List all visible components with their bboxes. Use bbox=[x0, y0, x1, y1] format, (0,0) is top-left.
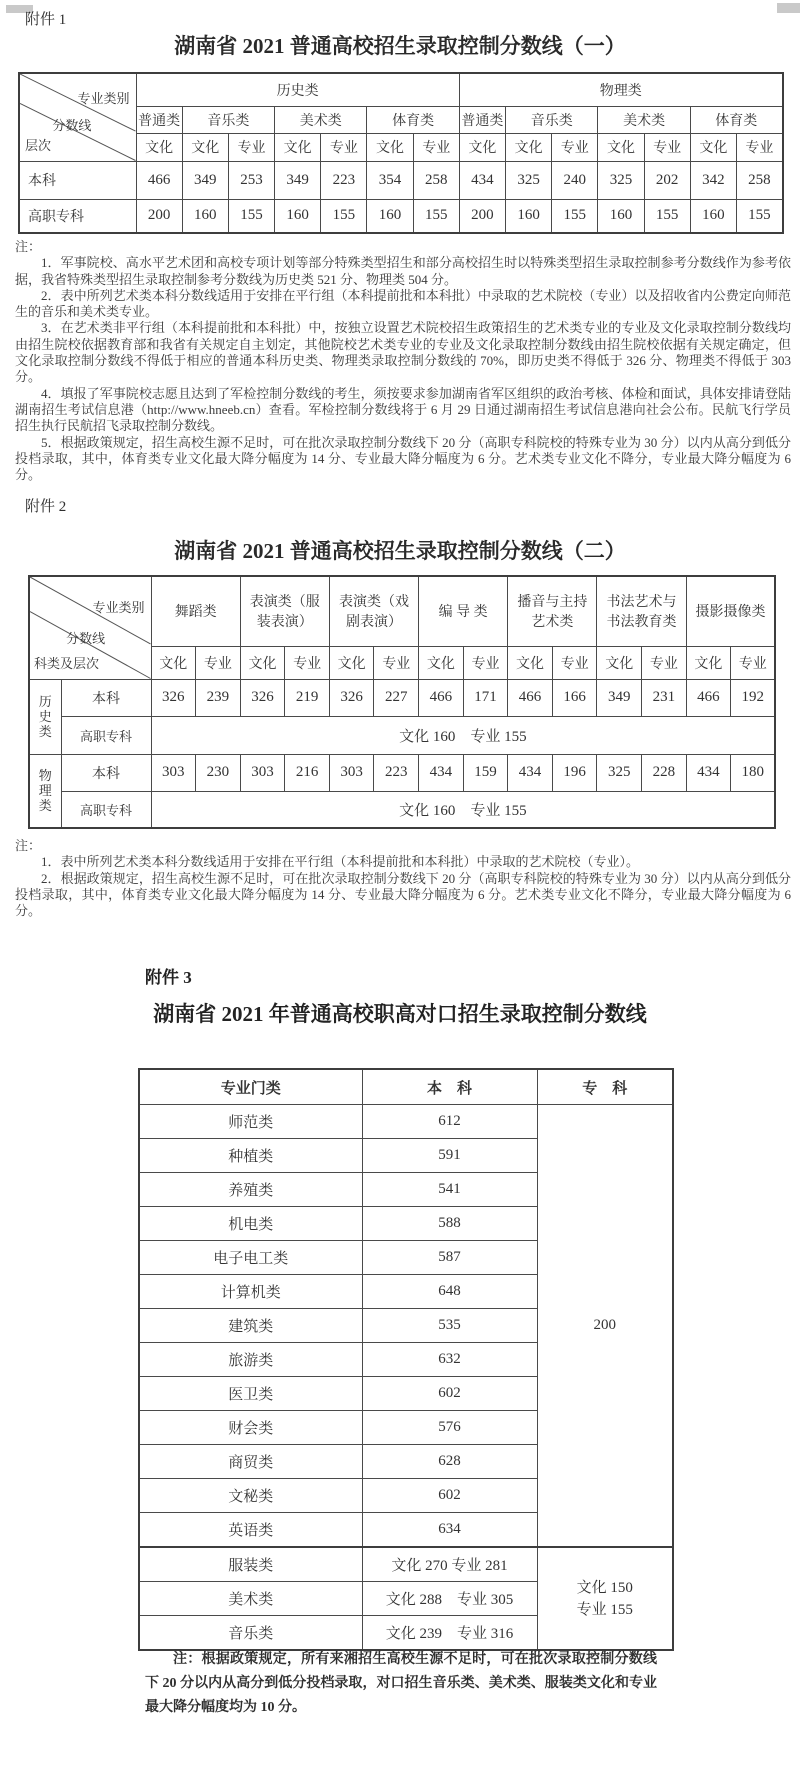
row-label: 本科 bbox=[61, 754, 151, 791]
score-cell: 303 bbox=[151, 754, 196, 791]
category-header: 摄影摄像类 bbox=[686, 576, 775, 646]
score-cell: 591 bbox=[362, 1139, 537, 1173]
score-cell: 180 bbox=[731, 754, 776, 791]
subject-header: 文化 bbox=[598, 133, 644, 161]
score-cell: 434 bbox=[686, 754, 731, 791]
score-cell: 258 bbox=[736, 161, 782, 199]
note-item: 注：根据政策规定，所有来湘招生高校生源不足时，可在批次录取控制分数线下 20 分以内从高分到低分投档录取，对口招生音乐类、美术类、服装类文化和专业最大降分幅度均为 10 分。 bbox=[145, 1652, 657, 1715]
col-header-zhuanke: 专 科 bbox=[537, 1069, 673, 1105]
score-cell: 239 bbox=[196, 679, 241, 716]
category-cell: 养殖类 bbox=[139, 1173, 362, 1207]
subject-header: 文化 bbox=[686, 646, 731, 679]
category-header: 普通类 bbox=[136, 106, 182, 133]
attachment2-label: 附件 2 bbox=[25, 499, 67, 515]
subject-header: 专业 bbox=[321, 133, 367, 161]
score-cell: 648 bbox=[362, 1275, 537, 1309]
subject-group-label: 历史类 bbox=[29, 679, 61, 754]
category-header: 体育类 bbox=[690, 106, 782, 133]
subject-header: 文化 bbox=[329, 646, 374, 679]
score-table-2 bbox=[28, 575, 776, 829]
score-cell: 171 bbox=[463, 679, 508, 716]
subject-header: 文化 bbox=[690, 133, 736, 161]
score-cell: 223 bbox=[321, 161, 367, 199]
score-cell: 159 bbox=[463, 754, 508, 791]
score-cell: 223 bbox=[374, 754, 419, 791]
category-cell: 商贸类 bbox=[139, 1445, 362, 1479]
score-cell: 349 bbox=[597, 679, 642, 716]
score-cell: 231 bbox=[642, 679, 687, 716]
score-cell: 192 bbox=[731, 679, 776, 716]
category-header: 书法艺术与书法教育类 bbox=[597, 576, 686, 646]
note-item: 4．填报了军事院校志愿且达到了军检控制分数线的考生，须按要求参加湖南省军区组织的政治考核、体检和面试，具体安排请登陆湖南招生考试信息港（http://www.hneeb.cn）查看。军检控制分数线将于 6 月 29 日通过湖南招生考试信息港向社会公布。民航飞行学员招生执行民航招飞录取控制分数线。 bbox=[15, 385, 791, 434]
attachment2-title: 湖南省 2021 普通高校招生录取控制分数线（二） bbox=[174, 539, 626, 563]
notes-attachment2 bbox=[15, 838, 791, 919]
score-cell: 326 bbox=[240, 679, 285, 716]
score-cell: 216 bbox=[285, 754, 330, 791]
row-label: 高职专科 bbox=[19, 199, 136, 233]
category-header: 播音与主持艺术类 bbox=[508, 576, 597, 646]
score-table-3 bbox=[138, 1068, 674, 1651]
subject-header: 文化 bbox=[367, 133, 413, 161]
score-cell: 155 bbox=[321, 199, 367, 233]
corner-header-cell bbox=[19, 73, 136, 161]
scan-artifact-right bbox=[777, 3, 800, 13]
category-cell: 财会类 bbox=[139, 1411, 362, 1445]
notes-attachment1 bbox=[15, 239, 791, 483]
score-cell: 202 bbox=[644, 161, 690, 199]
subject-header: 专业 bbox=[552, 646, 597, 679]
score-cell: 325 bbox=[597, 754, 642, 791]
score-cell: 628 bbox=[362, 1445, 537, 1479]
score-cell: 634 bbox=[362, 1513, 537, 1548]
score-cell: 文化 270 专业 281 bbox=[362, 1547, 537, 1582]
score-cell: 354 bbox=[367, 161, 413, 199]
category-header: 舞蹈类 bbox=[151, 576, 240, 646]
subject-header: 专业 bbox=[374, 646, 419, 679]
score-cell: 253 bbox=[228, 161, 274, 199]
score-cell: 466 bbox=[136, 161, 182, 199]
category-header: 编 导 类 bbox=[419, 576, 508, 646]
table3-wrapper bbox=[138, 1068, 674, 1651]
notes-head: 注： bbox=[15, 838, 42, 853]
score-cell: 200 bbox=[136, 199, 182, 233]
notes-head: 注： bbox=[15, 239, 42, 254]
score-cell: 200 bbox=[459, 199, 505, 233]
category-header: 体育类 bbox=[367, 106, 459, 133]
score-cell: 160 bbox=[506, 199, 552, 233]
row-label: 高职专科 bbox=[61, 791, 151, 828]
score-cell: 349 bbox=[275, 161, 321, 199]
score-cell: 466 bbox=[419, 679, 464, 716]
group-header-history: 历史类 bbox=[136, 73, 459, 106]
subject-header: 专业 bbox=[228, 133, 274, 161]
subject-header: 专业 bbox=[644, 133, 690, 161]
score-cell: 303 bbox=[329, 754, 374, 791]
attachment3-label: 附件 3 bbox=[145, 968, 192, 987]
category-cell: 机电类 bbox=[139, 1207, 362, 1241]
col-header-benke: 本 科 bbox=[362, 1069, 537, 1105]
table2-wrapper bbox=[28, 575, 776, 829]
category-header: 美术类 bbox=[598, 106, 690, 133]
attachment1-title: 湖南省 2021 普通高校招生录取控制分数线（一） bbox=[174, 34, 626, 58]
category-cell: 建筑类 bbox=[139, 1309, 362, 1343]
note-item: 1．军事院校、高水平艺术团和高校专项计划等部分特殊类型招生和部分高校招生时以特殊类型招生录取控制参考分数线作为参考依据，我省特殊类型招生录取控制参考分数线为历史类 521 分、物理类 504 分。 bbox=[15, 255, 791, 287]
subject-header: 文化 bbox=[597, 646, 642, 679]
score-cell: 160 bbox=[367, 199, 413, 233]
corner-label-level: 科类及层次 bbox=[34, 656, 100, 672]
score-cell: 文化 288 专业 305 bbox=[362, 1582, 537, 1616]
note-item: 1．表中所列艺术类本科分数线适用于安排在平行组（本科提前批和本科批）中录取的艺术院校（专业）。 bbox=[41, 854, 640, 870]
score-cell: 434 bbox=[459, 161, 505, 199]
category-header: 美术类 bbox=[275, 106, 367, 133]
score-cell: 576 bbox=[362, 1411, 537, 1445]
subject-header: 文化 bbox=[459, 133, 505, 161]
merged-score-cell: 200 bbox=[537, 1105, 673, 1548]
category-header: 音乐类 bbox=[506, 106, 598, 133]
zhuanke-major-line: 专业 155 bbox=[576, 1601, 633, 1618]
zhuanke-culture-line: 文化 150 bbox=[576, 1579, 633, 1596]
score-cell: 303 bbox=[240, 754, 285, 791]
score-table-1 bbox=[18, 72, 784, 234]
category-cell: 旅游类 bbox=[139, 1343, 362, 1377]
score-cell: 325 bbox=[598, 161, 644, 199]
subject-header: 文化 bbox=[419, 646, 464, 679]
subject-header: 专业 bbox=[413, 133, 459, 161]
category-cell: 音乐类 bbox=[139, 1616, 362, 1651]
note-attachment3 bbox=[145, 1648, 657, 1720]
score-cell: 160 bbox=[182, 199, 228, 233]
score-cell: 228 bbox=[642, 754, 687, 791]
attachment3-title: 湖南省 2021 年普通高校职高对口招生录取控制分数线 bbox=[153, 1002, 647, 1026]
score-cell: 349 bbox=[182, 161, 228, 199]
note-item: 3．在艺术类非平行组（本科提前批和本科批）中，按独立设置艺术院校招生政策招生的艺术类专业的专业及文化录取控制分数线均由招生院校依据教育部和我省有关规定自主划定，其他院校艺术类专业的专业及文化录取控制分数线由招生院校依据有关规定确定，但文化录取控制分数线不得低于相应的普通本科历史类、物理类录取控制分数线的 70%，即历史类不得低于 326 分、物理类不得低于 303 分。 bbox=[15, 320, 791, 385]
category-cell: 医卫类 bbox=[139, 1377, 362, 1411]
score-cell: 166 bbox=[552, 679, 597, 716]
row-label: 高职专科 bbox=[61, 716, 151, 754]
corner-label-category: 专业类别 bbox=[77, 90, 130, 106]
score-cell: 文化 239 专业 316 bbox=[362, 1616, 537, 1651]
category-cell: 英语类 bbox=[139, 1513, 362, 1548]
score-cell: 155 bbox=[736, 199, 782, 233]
score-cell: 602 bbox=[362, 1377, 537, 1411]
score-cell: 541 bbox=[362, 1173, 537, 1207]
category-cell: 师范类 bbox=[139, 1105, 362, 1139]
score-cell: 326 bbox=[329, 679, 374, 716]
score-cell: 588 bbox=[362, 1207, 537, 1241]
category-cell: 文秘类 bbox=[139, 1479, 362, 1513]
row-label: 本科 bbox=[61, 679, 151, 716]
score-cell: 587 bbox=[362, 1241, 537, 1275]
subject-header: 专业 bbox=[196, 646, 241, 679]
score-cell: 227 bbox=[374, 679, 419, 716]
score-cell: 326 bbox=[151, 679, 196, 716]
group-header-physics: 物理类 bbox=[459, 73, 782, 106]
corner-label-scoreline: 分数线 bbox=[66, 630, 106, 646]
score-cell: 466 bbox=[686, 679, 731, 716]
category-cell: 计算机类 bbox=[139, 1275, 362, 1309]
score-cell: 155 bbox=[552, 199, 598, 233]
category-header: 表演类（戏剧表演） bbox=[329, 576, 418, 646]
merged-score-cell: 文化 160 专业 155 bbox=[151, 716, 775, 754]
note-item: 5．根据政策规定，招生高校生源不足时，可在批次录取控制分数线下 20 分（高职专科院校的特殊专业为 30 分）以内从高分到低分投档录取，其中，体育类专业文化最大降分幅度为 14 分、专业最大降分幅度为 6 分。艺术类专业文化不降分，专业最大降分幅度为 6 分。 bbox=[15, 434, 791, 483]
subject-header: 专业 bbox=[642, 646, 687, 679]
category-header: 表演类（服装表演） bbox=[240, 576, 329, 646]
score-cell: 342 bbox=[690, 161, 736, 199]
subject-header: 文化 bbox=[151, 646, 196, 679]
subject-header: 专业 bbox=[552, 133, 598, 161]
score-cell: 258 bbox=[413, 161, 459, 199]
corner-label-category: 专业类别 bbox=[92, 600, 145, 616]
score-cell: 602 bbox=[362, 1479, 537, 1513]
subject-header: 文化 bbox=[506, 133, 552, 161]
score-cell: 612 bbox=[362, 1105, 537, 1139]
score-cell: 535 bbox=[362, 1309, 537, 1343]
subject-header: 专业 bbox=[731, 646, 776, 679]
table1-wrapper bbox=[18, 72, 784, 234]
score-cell: 434 bbox=[419, 754, 464, 791]
subject-header: 文化 bbox=[182, 133, 228, 161]
subject-header: 专业 bbox=[736, 133, 782, 161]
score-cell: 160 bbox=[690, 199, 736, 233]
score-cell: 196 bbox=[552, 754, 597, 791]
score-cell: 219 bbox=[285, 679, 330, 716]
col-header-category: 专业门类 bbox=[139, 1069, 362, 1105]
score-cell: 160 bbox=[275, 199, 321, 233]
score-cell: 155 bbox=[228, 199, 274, 233]
category-cell: 种植类 bbox=[139, 1139, 362, 1173]
category-cell: 电子电工类 bbox=[139, 1241, 362, 1275]
score-cell: 240 bbox=[552, 161, 598, 199]
score-cell: 155 bbox=[413, 199, 459, 233]
score-cell: 160 bbox=[598, 199, 644, 233]
subject-header: 文化 bbox=[240, 646, 285, 679]
subject-group-label: 物理类 bbox=[29, 754, 61, 828]
row-label: 本科 bbox=[19, 161, 136, 199]
subject-header: 专业 bbox=[285, 646, 330, 679]
corner-label-level: 层次 bbox=[25, 137, 52, 153]
score-cell: 230 bbox=[196, 754, 241, 791]
subject-header: 文化 bbox=[275, 133, 321, 161]
subject-header: 文化 bbox=[136, 133, 182, 161]
score-cell: 466 bbox=[508, 679, 553, 716]
merged-score-cell: 文化 160 专业 155 bbox=[151, 791, 775, 828]
category-cell: 美术类 bbox=[139, 1582, 362, 1616]
score-cell: 155 bbox=[644, 199, 690, 233]
attachment1-label: 附件 1 bbox=[25, 12, 67, 28]
corner-header-cell bbox=[29, 576, 151, 679]
note-item: 2．根据政策规定，招生高校生源不足时，可在批次录取控制分数线下 20 分（高职专科院校的特殊专业为 30 分）以内从高分到低分投档录取，其中，体育类专业文化最大降分幅度为 14 分、专业最大降分幅度为 6 分。艺术类专业文化不降分，专业最大降分幅度为 6 分。 bbox=[15, 870, 791, 919]
score-cell: 325 bbox=[506, 161, 552, 199]
corner-label-scoreline: 分数线 bbox=[52, 117, 92, 133]
category-cell: 服装类 bbox=[139, 1547, 362, 1582]
score-cell: 434 bbox=[508, 754, 553, 791]
merged-score-cell bbox=[537, 1547, 673, 1650]
category-header: 普通类 bbox=[459, 106, 505, 133]
subject-header: 文化 bbox=[508, 646, 553, 679]
subject-header: 专业 bbox=[463, 646, 508, 679]
note-item: 2．表中所列艺术类本科分数线适用于安排在平行组（本科提前批和本科批）中录取的艺术院校（专业）以及招收省内公费定向师范生的音乐和美术类专业。 bbox=[15, 287, 791, 320]
score-cell: 632 bbox=[362, 1343, 537, 1377]
category-header: 音乐类 bbox=[182, 106, 274, 133]
